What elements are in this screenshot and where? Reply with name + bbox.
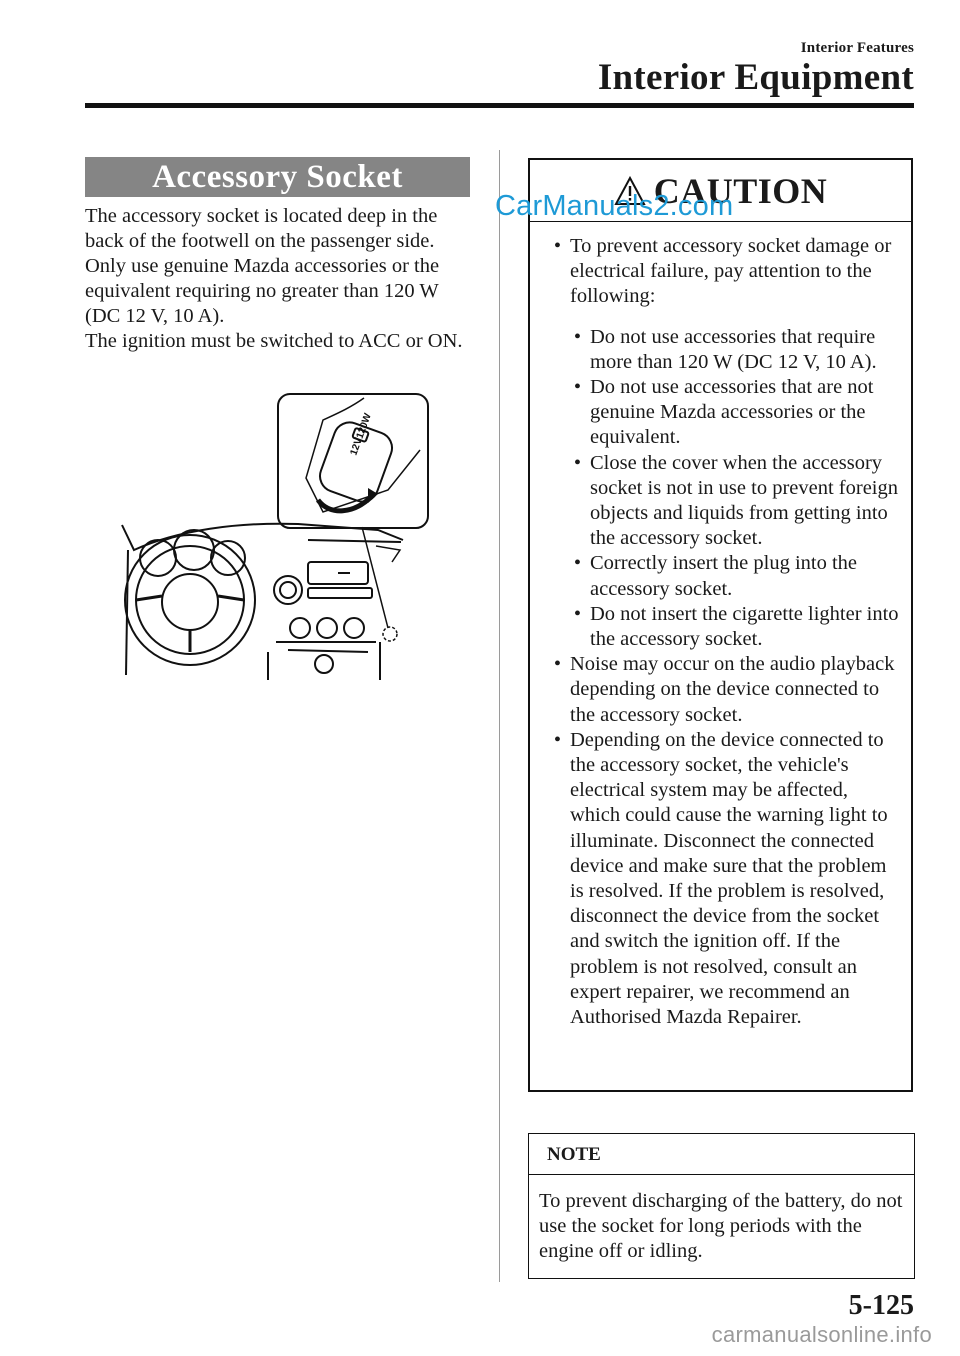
watermark-link[interactable]: CarManuals2.com [495, 190, 734, 222]
socket-rating-label: 12V120W [348, 411, 374, 458]
caution-item [530, 234, 903, 310]
caution-subitem-text: Do not insert the cigarette lighter into the accessory socket. [590, 602, 899, 651]
caution-subitem-text: Close the cover when the accessory socket is not in use to prevent foreign objects and liquids from getting into the accessory socket. [590, 451, 899, 550]
bullet-icon: • [573, 552, 581, 575]
bullet-icon: • [573, 325, 581, 348]
bullet-icon: • [553, 235, 561, 257]
dashboard-illustration [118, 390, 438, 680]
chapter-label: Interior Features [800, 40, 914, 56]
bullet-icon: • [553, 728, 561, 751]
caution-item-text: Noise may occur on the audio playback depending on the device connected to the accessory socket. [570, 653, 895, 726]
footer-watermark-link[interactable]: carmanualsonline.info [711, 1322, 932, 1347]
note-text: To prevent discharging of the battery, do not use the socket for long periods with the engine off or idling. [539, 1190, 903, 1263]
bullet-icon: • [573, 602, 581, 625]
caution-subitem [530, 375, 903, 451]
bullet-icon: • [573, 451, 581, 474]
caution-sublist [530, 325, 903, 653]
page-number: 5-125 [848, 1290, 914, 1321]
caution-item [530, 728, 903, 1030]
caution-subitem-text: Do not use accessories that are not genuine Mazda accessories or the equivalent. [590, 376, 874, 449]
caution-subitem-text: Do not use accessories that require more than 120 W (DC 12 V, 10 A). [590, 325, 877, 373]
intro-paragraph-location: The accessory socket is located deep in the back of the footwell on the passenger side. [85, 205, 438, 252]
caution-subitem [530, 325, 903, 375]
caution-item [530, 652, 903, 728]
page-title: Interior Equipment [597, 57, 914, 98]
intro-text [85, 204, 475, 354]
caution-body [530, 222, 911, 1030]
caution-subitem [530, 551, 903, 601]
shift-knob [315, 655, 333, 673]
caution-subitem [530, 602, 903, 652]
socket-location-marker [383, 627, 397, 641]
caution-title: CAUTION [653, 170, 828, 211]
column-divider [499, 150, 500, 1282]
bullet-icon: • [573, 376, 581, 399]
gauge-left [140, 540, 176, 576]
bullet-icon: • [553, 653, 561, 676]
header-rule [85, 103, 914, 108]
intro-paragraph-ignition: The ignition must be switched to ACC or ON. [85, 330, 463, 352]
intro-paragraph-accessories: Only use genuine Mazda accessories or the equivalent requiring no greater than 120 W (DC 12 V, 10 A). [85, 255, 440, 327]
caution-subitem [530, 451, 903, 552]
note-title: NOTE [529, 1134, 914, 1175]
caution-subitem-text: Correctly insert the plug into the accessory socket. [590, 552, 858, 600]
caution-box [528, 158, 913, 1092]
section-heading: Accessory Socket [85, 157, 470, 197]
note-box [528, 1133, 915, 1279]
caution-item-text: To prevent accessory socket damage or electrical failure, pay attention to the following: [570, 235, 892, 308]
caution-item-text: Depending on the device connected to the accessory socket, the vehicle's electrical system may be affected, which could cause the warning light to illuminate. Disconnect the connected device and make sure that the problem is resolved. If the problem is resolved, disconnect the device from the socket and switch the ignition off. If the problem is not resolved, consult an expert repairer, we recommend an Authorised Mazda Repairer. [570, 728, 888, 1029]
